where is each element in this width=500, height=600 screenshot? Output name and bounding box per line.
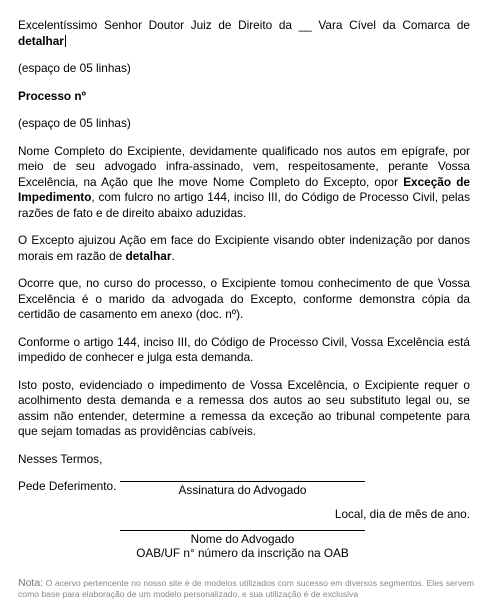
text-cursor bbox=[65, 35, 66, 47]
paragraph-facts: Ocorre que, no curso do processo, o Excipiente tomou conhecimento de que Vossa Excelência é o marido da advogada do Excepto, conforme demonstra cópia da certidão de casamento em anexo (doc. nº). bbox=[18, 276, 470, 321]
court-address-detail: detalhar bbox=[18, 33, 64, 48]
paragraph-action-detail: detalhar bbox=[125, 248, 172, 263]
paragraph-action bbox=[18, 233, 470, 264]
footer-note bbox=[18, 578, 474, 600]
lawyer-name: Nome do Advogado bbox=[190, 532, 295, 546]
place-date: Local, dia de mês de ano. bbox=[334, 506, 470, 521]
process-number: Processo nº bbox=[18, 88, 86, 103]
court-address bbox=[18, 18, 470, 49]
signature-line-2 bbox=[120, 530, 365, 531]
paragraph-intro bbox=[18, 144, 470, 222]
signature-line-1 bbox=[120, 481, 365, 482]
spacing-instruction-2: (espaço de 05 linhas) bbox=[18, 116, 131, 130]
exception-title: Exceção de Impedimento bbox=[18, 174, 470, 204]
document-body bbox=[18, 18, 470, 522]
note-label: Nota: bbox=[18, 577, 44, 589]
paragraph-intro-text-2: , com fulcro no artigo 144, inciso III, do Código de Processo Civil, pelas razões de fato e de direito abaixo aduzidas. bbox=[18, 190, 470, 220]
closing-request: Pede Deferimento. bbox=[18, 479, 117, 493]
paragraph-action-end: . bbox=[171, 248, 175, 263]
paragraph-law: Conforme o artigo 144, inciso III, do Código de Processo Civil, Vossa Excelência está impedido de conhecer e julga esta demanda. bbox=[18, 334, 470, 364]
court-address-text: Excelentíssimo Senhor Doutor Juiz de Direito da __ Vara Cível da Comarca de bbox=[18, 18, 470, 32]
paragraph-action-text: O Excepto ajuizou Ação em face do Excipiente visando obter indenização por danos morais em razão de bbox=[18, 233, 470, 263]
paragraph-intro-text-1: Nome Completo do Excipiente, devidamente qualificado nos autos em epígrafe, por meio de seu advogado infra-assinado, vem, respeitosamente, perante Vossa Excelência, na Ação que lhe move Nome Completo do Excepto, opor bbox=[18, 143, 470, 189]
note-text: O acervo pertencente no nosso site é de modelos utilizados com sucesso em diversos segmentos. Eles servem como base para elaboração de um modelo personalizado, e sua utilização é de exclusiva bbox=[18, 578, 474, 599]
oab-number: OAB/UF n° número da inscrição na OAB bbox=[136, 546, 349, 560]
signature-label: Assinatura do Advogado bbox=[178, 483, 307, 497]
closing-terms: Nesses Termos, bbox=[18, 451, 103, 466]
spacing-instruction-1: (espaço de 05 linhas) bbox=[18, 61, 131, 75]
paragraph-request: Isto posto, evidenciado o impedimento de Vossa Excelência, o Excipiente requer o acolhimento desta demanda e a remessa dos autos ao seu substituto legal ou, se assim não entender, determine a remessa da exceção ao tribunal competente para que sejam tomadas as providências cabíveis. bbox=[18, 377, 470, 438]
